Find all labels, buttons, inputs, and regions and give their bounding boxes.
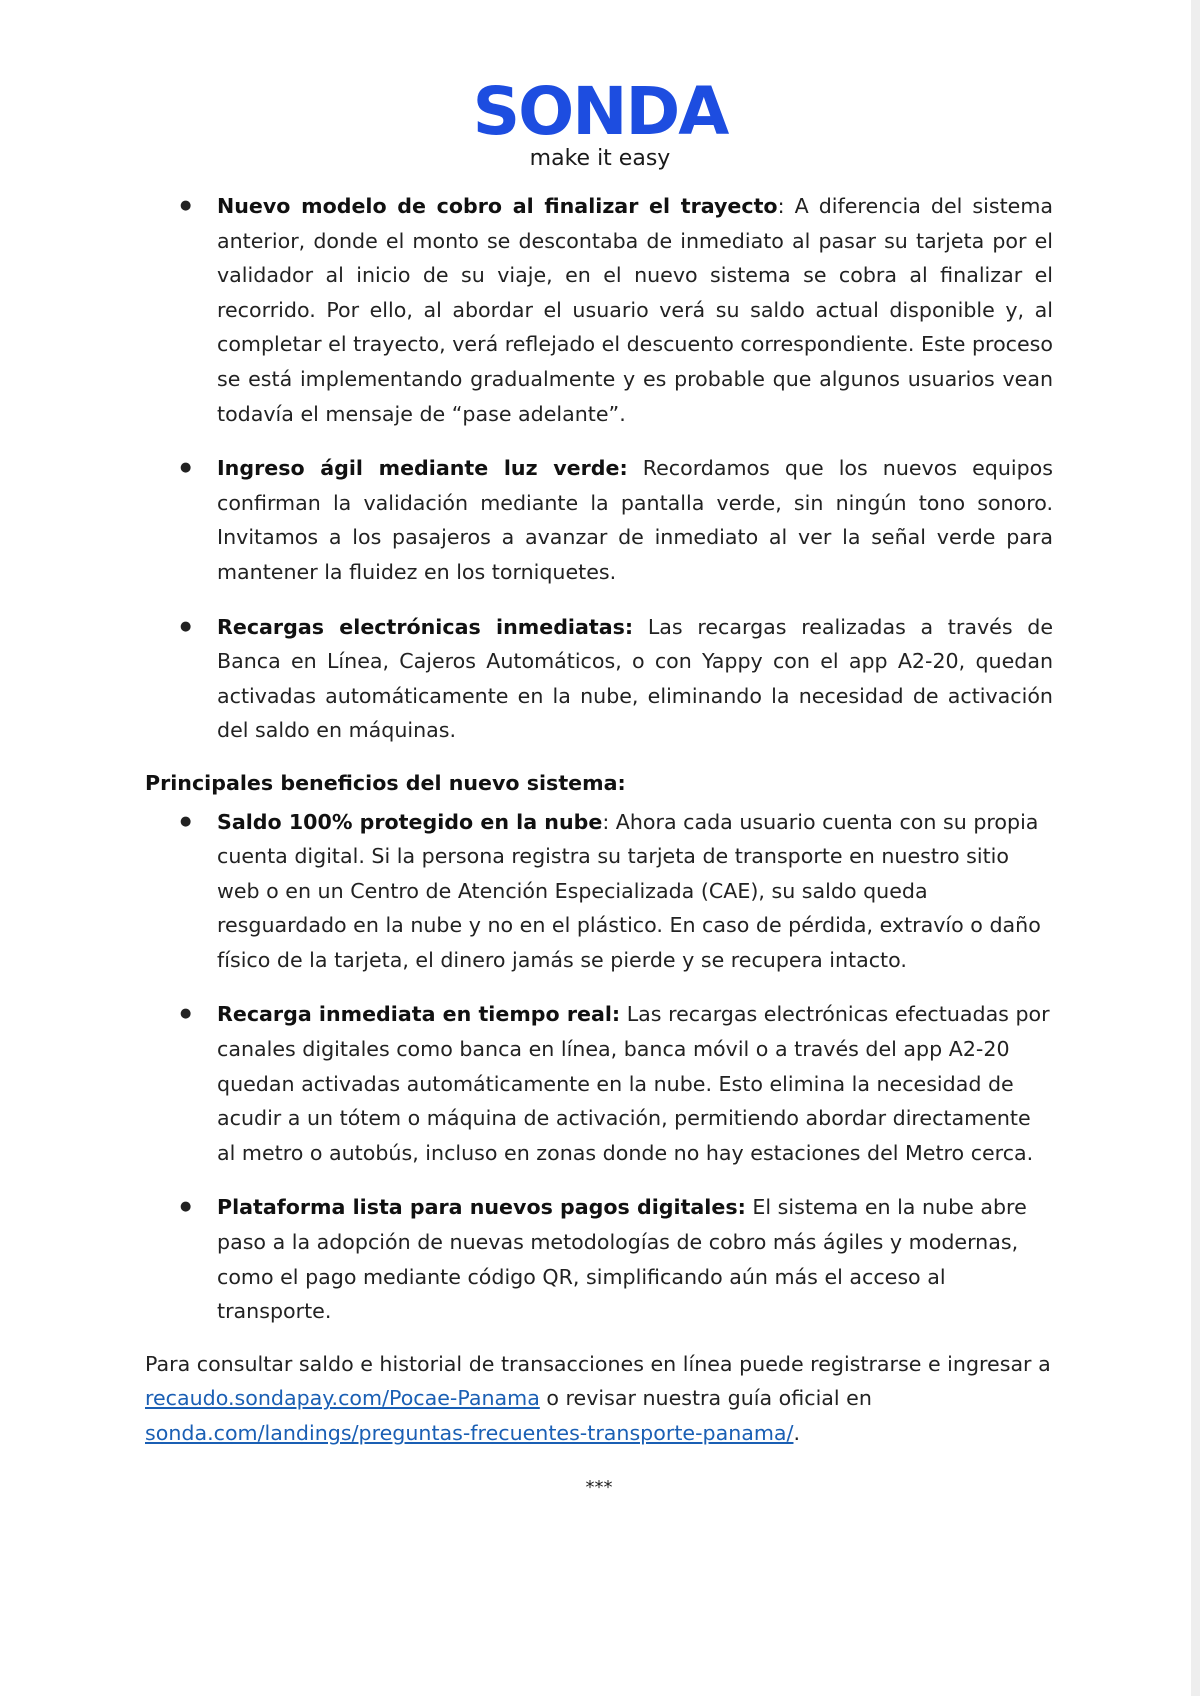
benefits-list	[145, 805, 1053, 1329]
list-item	[217, 997, 1053, 1170]
item-text: Las recargas electrónicas efectuadas por canales digitales como banca en línea, banca móvil o a través del app A2-20 quedan activadas automáticamente en la nube. Esto elimina la necesidad de acudir a un tótem o máquina de activación, permitiendo abordar directamente al metro o autobús, incluso en zonas donde no hay estaciones del Metro cerca.	[217, 1002, 1050, 1165]
logo-wordmark: SONDA	[472, 73, 728, 150]
list-item	[217, 189, 1053, 431]
changes-list	[145, 189, 1053, 748]
closing-paragraph	[145, 1347, 1053, 1451]
item-text: Recordamos que los nuevos equipos confirman la validación mediante la pantalla verde, sin ningún tono sonoro. Invitamos a los pasajeros a avanzar de inmediato al ver la señal verde para mantener la fluidez en los torniquetes.	[217, 456, 1053, 584]
sonda-logo	[0, 73, 1200, 172]
item-title: Plataforma lista para nuevos pagos digitales:	[217, 1195, 746, 1220]
end-mark: ***	[585, 1477, 613, 1499]
document-body	[145, 189, 1053, 1506]
item-text: : Ahora cada usuario cuenta con su propia cuenta digital. Si la persona registra su tarjeta de transporte en nuestro sitio web o en un Centro de Atención Especializada (CAE), su saldo queda resguardado en la nube y no en el plástico. En caso de pérdida, extravío o daño físico de la tarjeta, el dinero jamás se pierde y se recupera intacto.	[217, 809, 1041, 972]
list-item	[217, 1190, 1053, 1328]
benefits-heading: Principales beneficios del nuevo sistema:	[145, 770, 626, 795]
closing-text-after: .	[793, 1421, 801, 1445]
item-title: Recarga inmediata en tiempo real:	[217, 1002, 621, 1027]
item-title: Recargas electrónicas inmediatas:	[217, 614, 634, 639]
item-text: El sistema en la nube abre paso a la adopción de nuevas metodologías de cobro más ágiles y modernas, como el pago mediante código QR, simplificando aún más el acceso al transporte.	[217, 1195, 1027, 1324]
item-title: Ingreso ágil mediante luz verde:	[217, 456, 628, 481]
faq-link[interactable]: sonda.com/landings/preguntas-frecuentes-transporte-panama/	[145, 1421, 794, 1445]
recaudo-link[interactable]: recaudo.sondapay.com/Pocae-Panama	[145, 1386, 540, 1411]
list-item	[217, 805, 1053, 978]
item-text: Las recargas realizadas a través de Banca en Línea, Cajeros Automáticos, o con Yappy con el app A2-20, quedan activadas automáticamente en la nube, eliminando la necesidad de activación del saldo en máquinas.	[217, 614, 1053, 743]
item-title: Nuevo modelo de cobro al finalizar el trayecto	[217, 194, 778, 218]
page-edge	[1191, 0, 1200, 1696]
list-item	[217, 451, 1053, 589]
item-title: Saldo 100% protegido en la nube	[217, 809, 603, 834]
closing-text-before: Para consultar saldo e historial de transacciones en línea puede registrarse e ingresar a	[145, 1351, 1051, 1376]
logo-tagline: make it easy	[529, 146, 671, 171]
item-text: : A diferencia del sistema anterior, donde el monto se descontaba de inmediato al pasar su tarjeta por el validador al inicio de su viaje, en el nuevo sistema se cobra al finalizar el recorrido. Por ello, al abordar el usuario verá su saldo actual disponible y, al completar el trayecto, verá reflejado el descuento correspondiente. Este proceso se está implementando gradualmente y es probable que algunos usuarios vean todavía el mensaje de “pase adelante”.	[217, 194, 1053, 426]
list-item	[217, 610, 1053, 748]
closing-text-middle: o revisar nuestra guía oficial en	[539, 1386, 872, 1411]
